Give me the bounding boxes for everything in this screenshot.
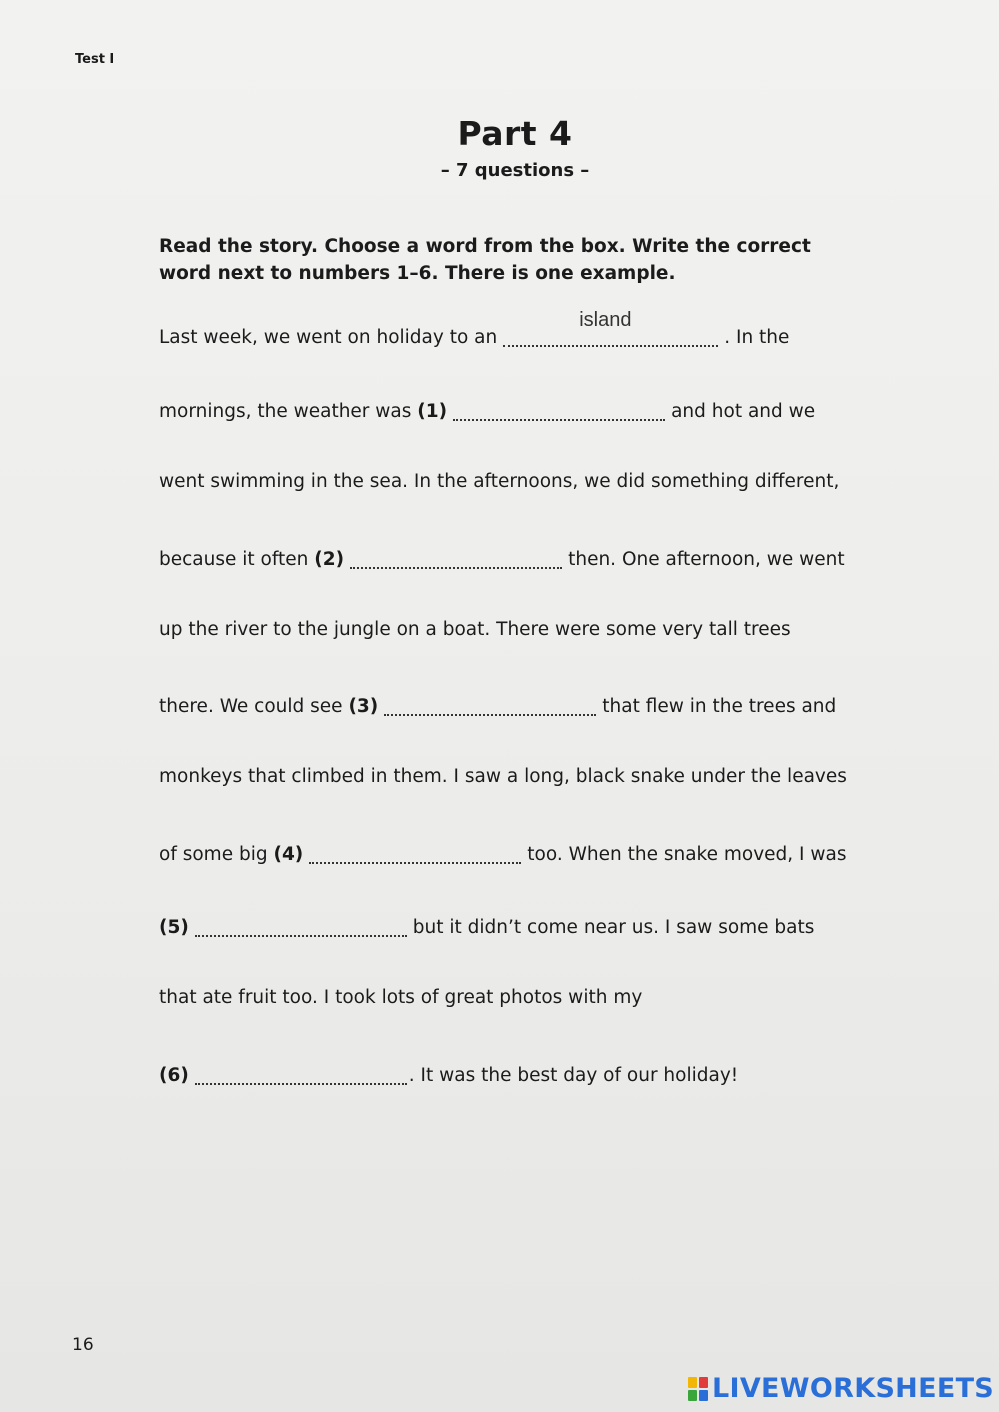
story-text: and hot and we [671, 401, 816, 422]
story-text: Last week, we went on holiday to an [159, 327, 498, 348]
question-number-6: (6) [159, 1065, 189, 1086]
page-number: 16 [72, 1335, 94, 1355]
story-text: that flew in the trees and [602, 696, 837, 717]
page-title: Part 4 [457, 114, 573, 153]
story-line-5: up the river to the jungle on a boat. There were some very tall trees [159, 619, 791, 640]
story-text: too. When the snake moved, I was [527, 844, 847, 865]
story-line-6 [159, 692, 836, 717]
question-number-3: (3) [348, 696, 379, 717]
answer-blank-6[interactable] [195, 1061, 407, 1085]
brand-name: LIVEWORKSHEETS [712, 1373, 995, 1404]
story-text: but it didn’t come near us. I saw some bats [412, 917, 815, 938]
story-text: of some big [159, 844, 268, 865]
example-answer: island [579, 309, 632, 331]
story-line-11 [159, 1061, 738, 1086]
answer-blank-2[interactable] [350, 545, 562, 569]
story-line-3: went swimming in the sea. In the afternoons, we did something different, [159, 471, 840, 492]
story-line-2 [159, 397, 815, 422]
page-subtitle: – 7 questions – [440, 160, 590, 181]
liveworksheets-brand[interactable] [688, 1373, 994, 1404]
story-line-10: that ate fruit too. I took lots of great photos with my [159, 987, 643, 1008]
story-line-1 [159, 309, 790, 348]
answer-blank-5[interactable] [195, 913, 407, 937]
question-number-4: (4) [273, 844, 304, 865]
story-line-8 [159, 840, 847, 865]
example-blank [503, 309, 718, 347]
answer-blank-1[interactable] [453, 397, 665, 421]
question-number-2: (2) [314, 549, 345, 570]
story-text: . In the [724, 327, 790, 348]
story-line-9 [159, 913, 814, 938]
story-text: . It was the best day of our holiday! [408, 1065, 739, 1086]
answer-blank-3[interactable] [384, 692, 596, 716]
running-head: Test I [75, 52, 115, 67]
answer-blank-4[interactable] [309, 840, 521, 864]
instructions: Read the story. Choose a word from the box. Write the correct word next to numbers 1–6. There is one example. [159, 236, 811, 284]
story-text: then. One afternoon, we went [568, 549, 845, 570]
liveworksheets-logo-icon [688, 1377, 708, 1401]
story-line-4 [159, 545, 845, 570]
story-text: because it often [159, 549, 309, 570]
story-text: mornings, the weather was [159, 401, 412, 422]
story-text: there. We could see [159, 696, 343, 717]
question-number-5: (5) [159, 917, 189, 938]
story-line-7: monkeys that climbed in them. I saw a long, black snake under the leaves [159, 766, 847, 787]
question-number-1: (1) [417, 401, 448, 422]
